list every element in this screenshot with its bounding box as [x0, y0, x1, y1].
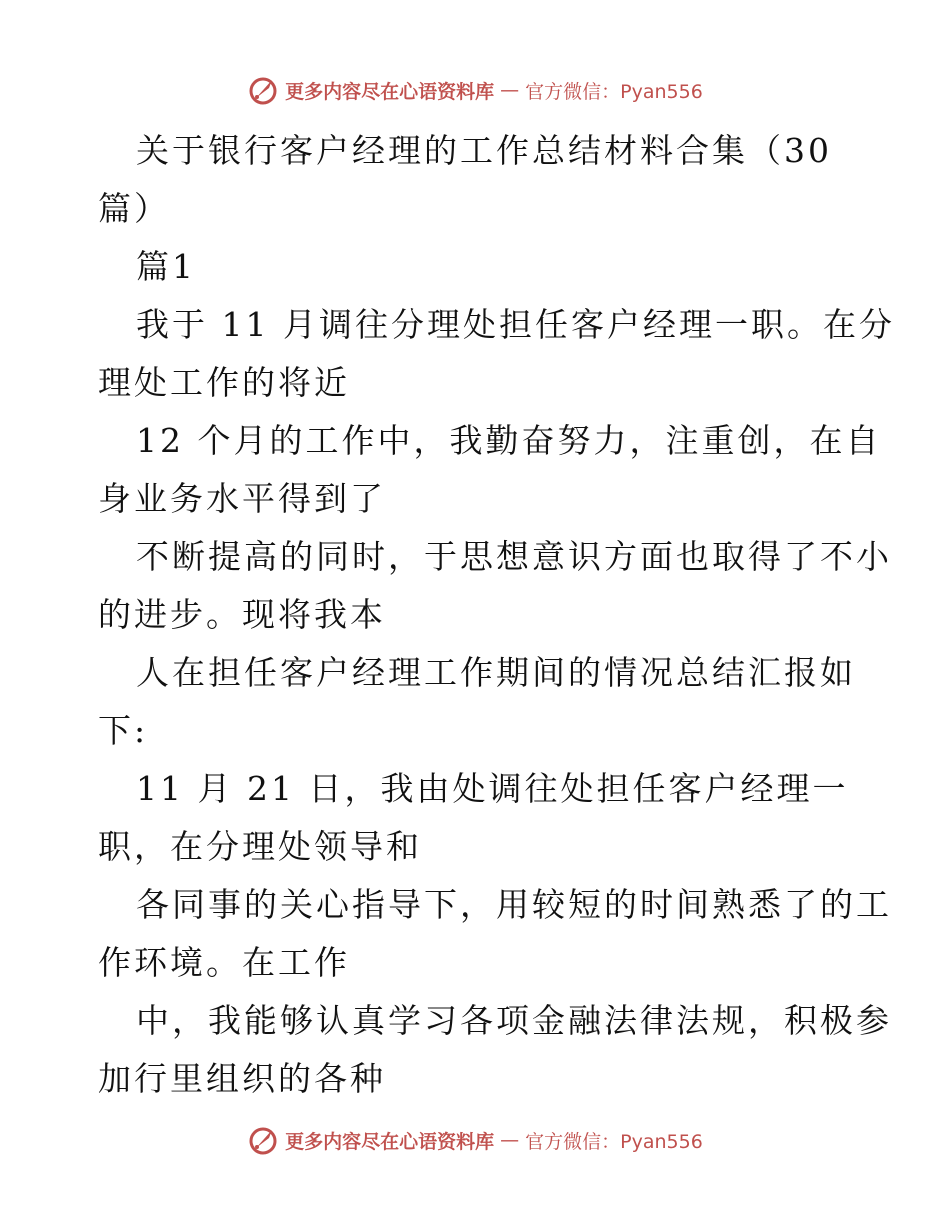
- quill-pen-logo-icon: [247, 74, 279, 106]
- header-site-text: 更多内容尽在心语资料库: [285, 80, 495, 103]
- header-separator: —: [500, 79, 520, 101]
- document-body: [98, 122, 895, 1108]
- paragraph-line: 理处工作的将近: [98, 363, 350, 402]
- paragraph-line: 各同事的关心指导下，用较短的时间熟悉了的工: [136, 885, 892, 924]
- footer-banner: [0, 1120, 950, 1160]
- paragraph-line: 人在担任客户经理工作期间的情况总结汇报如: [136, 653, 856, 692]
- paragraph-line: 11 月 21 日，我由处调往处担任客户经理一: [136, 769, 849, 808]
- quill-pen-logo-icon: [247, 1124, 279, 1156]
- footer-separator: —: [500, 1129, 520, 1151]
- paragraph-line: 作环境。在工作: [98, 943, 350, 982]
- paragraph-line: 下:: [98, 711, 149, 750]
- paragraph-line: 加行里组织的各种: [98, 1059, 386, 1098]
- paragraph-line: 身业务水平得到了: [98, 479, 386, 518]
- section-heading: 篇1: [136, 247, 196, 286]
- footer-wechat-text: 官方微信：Pyan556: [525, 1130, 703, 1153]
- paragraph-line: 职，在分理处领导和: [98, 827, 422, 866]
- document-title-line-2: 篇）: [98, 189, 170, 228]
- header-wechat-text: 官方微信：Pyan556: [525, 80, 703, 103]
- paragraph-line: 我于 11 月调往分理处担任客户经理一职。在分: [136, 305, 895, 344]
- footer-site-text: 更多内容尽在心语资料库: [285, 1130, 495, 1153]
- document-title-line-1: 关于银行客户经理的工作总结材料合集（30: [136, 131, 832, 170]
- paragraph-line: 不断提高的同时，于思想意识方面也取得了不小: [136, 537, 892, 576]
- paragraph-line: 12 个月的工作中，我勤奋努力，注重创，在自: [136, 421, 882, 460]
- header-banner: [0, 70, 950, 110]
- paragraph-line: 中，我能够认真学习各项金融法律法规，积极参: [136, 1001, 892, 1040]
- paragraph-line: 的进步。现将我本: [98, 595, 386, 634]
